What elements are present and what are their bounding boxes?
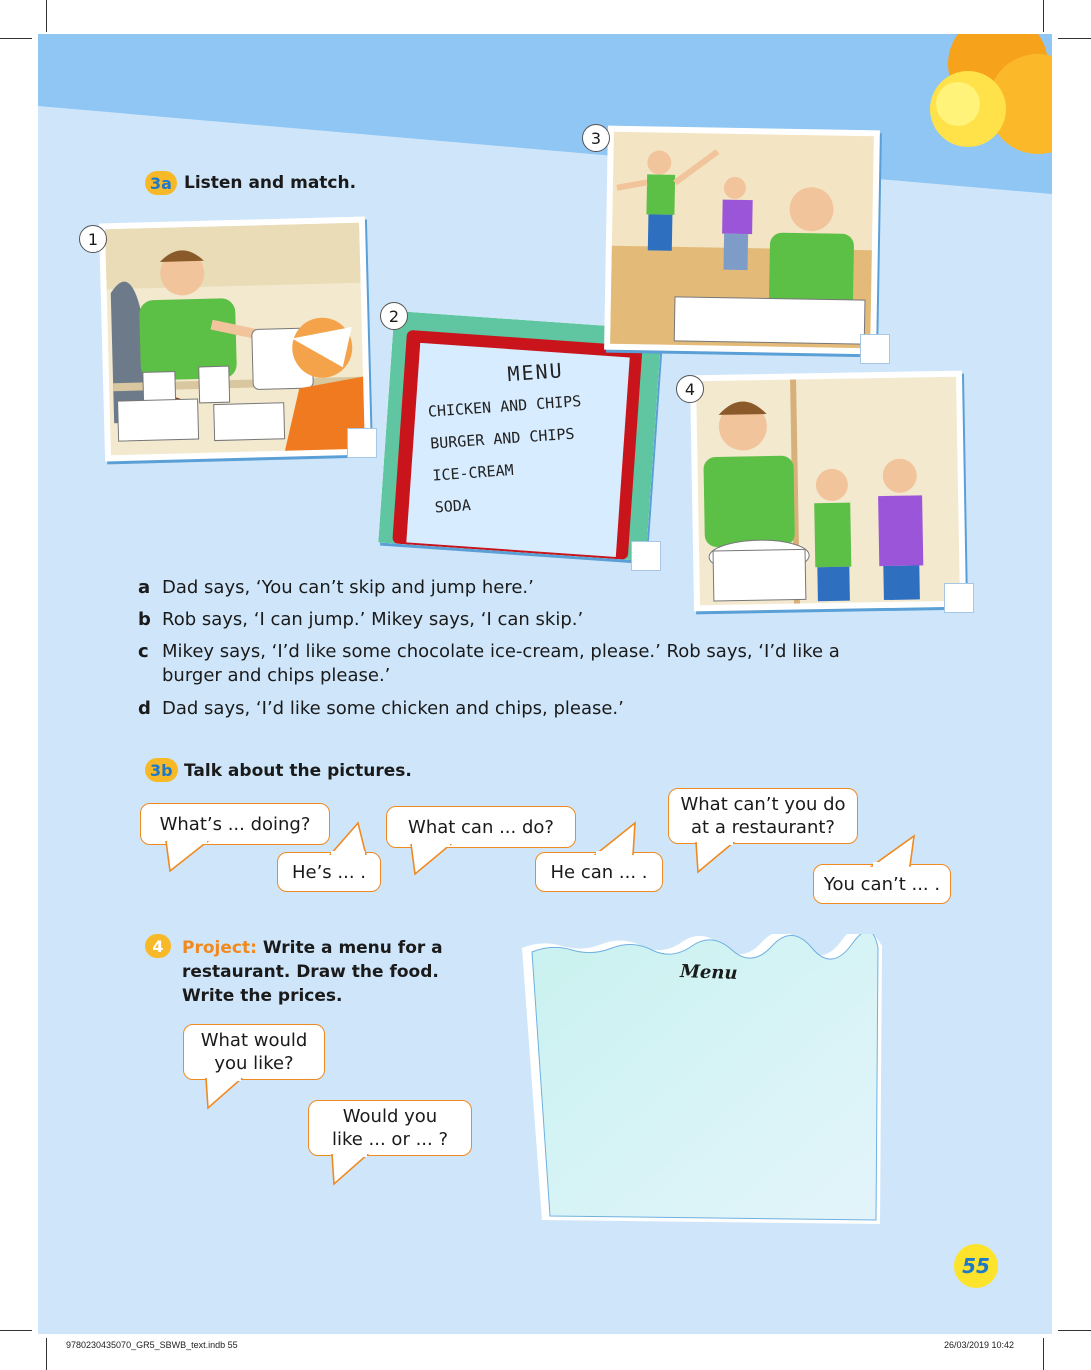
sentence-letter: a [138, 577, 151, 598]
picture-number-2: 2 [380, 302, 408, 330]
project-title: Write a menu for a restaurant. Draw the food. Write the prices. [182, 938, 443, 1006]
page-number [954, 1244, 998, 1288]
menu-board-item: CHICKEN AND CHIPS [427, 392, 582, 421]
menu-board-item: BURGER AND CHIPS [429, 424, 576, 453]
activity-badge-4 [145, 934, 171, 958]
activity-badge-3a [145, 171, 177, 195]
picture-1[interactable] [99, 217, 371, 462]
speech-bubble-tail [160, 841, 220, 881]
sentence-letter: c [138, 641, 149, 662]
crop-mark [1043, 1338, 1044, 1370]
menu-board-title: MENU [506, 358, 565, 387]
speech-bubble: Would you like ... or ... ? [308, 1100, 472, 1156]
badge-letter: b [161, 760, 173, 780]
sentence-text: Mikey says, ‘I’d like some chocolate ice-cream, please.’ Rob says, ‘I’d like a burger and chips please.’ [162, 641, 840, 686]
speech-bubble-tail [310, 815, 370, 855]
sentence-letter: d [138, 698, 151, 719]
badge-number: 4 [152, 936, 164, 956]
speech-bubble: What’s ... doing? [140, 803, 330, 845]
menu-board-item: ICE-CREAM [431, 460, 515, 485]
speech-bubble-tail [690, 842, 750, 882]
activity-3b-title: Talk about the pictures. [184, 761, 412, 781]
speech-bubble: What can ... do? [386, 806, 576, 848]
crop-mark [46, 1338, 47, 1370]
project-label: Project: [182, 938, 257, 958]
menu-board-item: SODA [434, 496, 472, 517]
activity-4-instructions [182, 936, 452, 1008]
menu-card-title: Menu [679, 961, 738, 984]
speech-bubble-tail [200, 1078, 260, 1118]
speech-bubble-tail [585, 815, 645, 855]
crop-mark [0, 38, 32, 39]
speech-bubble: He’s ... . [277, 852, 381, 892]
speech-bubble: He can ... . [535, 852, 663, 892]
badge-letter: a [161, 173, 172, 193]
crop-mark [1043, 0, 1044, 32]
answer-box-1[interactable] [347, 428, 377, 458]
sentence-text: Rob says, ‘I can jump.’ Mikey says, ‘I can skip.’ [162, 609, 584, 630]
answer-box-3[interactable] [860, 334, 890, 364]
badge-number: 3 [150, 173, 162, 193]
footer-file: 9780230435070_GR5_SBWB_text.indb 55 [66, 1340, 238, 1350]
sentence-letter: b [138, 609, 151, 630]
activity-3a-title: Listen and match. [184, 173, 357, 193]
crop-mark [1058, 1330, 1091, 1331]
picture-3[interactable] [604, 126, 880, 355]
sentence-text: Dad says, ‘I’d like some chicken and chips, please.’ [162, 698, 624, 719]
speech-bubble: What would you like? [183, 1024, 325, 1080]
picture-number-1: 1 [79, 225, 107, 253]
sentence-text: Dad says, ‘You can’t skip and jump here.’ [162, 577, 534, 598]
sentence-a [138, 576, 898, 600]
picture-number-3: 3 [582, 124, 610, 152]
sentence-b [138, 608, 898, 632]
page-number-text: 55 [962, 1254, 990, 1278]
answer-box-2[interactable] [631, 541, 661, 571]
crop-mark [46, 0, 47, 32]
footer-date: 26/03/2019 10:42 [944, 1340, 1015, 1350]
sentence-c [138, 640, 898, 688]
speech-bubble: What can’t you do at a restaurant? [668, 788, 858, 844]
speech-bubble: You can’t ... . [813, 864, 951, 904]
menu-board-text [425, 349, 656, 524]
picture-number-4: 4 [676, 375, 704, 403]
picture-3-illustration [604, 126, 880, 355]
speech-bubble-tail [326, 1154, 386, 1194]
speech-bubble-tail [858, 828, 928, 868]
sentence-d [138, 697, 898, 721]
answer-box-4[interactable] [944, 583, 974, 613]
activity-badge-3b [145, 758, 178, 782]
crop-mark [1058, 38, 1091, 39]
speech-bubble-tail [405, 844, 465, 884]
badge-number: 3 [150, 760, 162, 780]
picture-1-illustration [99, 217, 371, 462]
crop-mark [0, 1330, 32, 1331]
